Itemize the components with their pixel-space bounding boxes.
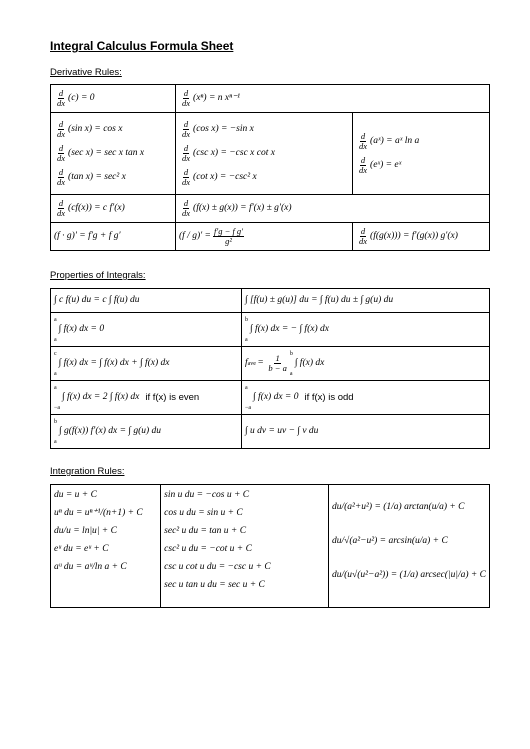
deriv-trig-2: $\frac{d}{dx}$ (cos x) = −sin x $\frac{d}{dx}$ (csc x) = −csc x cot x $\frac{d}{dx}$ (cot x) = −csc² x xyxy=(176,113,353,195)
integration-trig-rules: sin u du = −cos u + C cos u du = sin u + C sec² u du = tan u + C csc² u du = −cot u + C csc u cot u du = −csc u + C sec u tan u du = sec u + C xyxy=(161,485,329,608)
deriv-chain-rule: $\frac{d}{dx}$ (f(g(x))) = f′(g(x)) g′(x) xyxy=(353,223,490,251)
integration-inverse-trig-rules: du/(a²+u²) = (1/a) arctan(u/a) + C du/√(a²−u²) = arcsin(u/a) + C du/(u√(u²−a²)) = (1/a) arcsec(|u|/a) + C xyxy=(329,485,490,608)
integration-rules-table xyxy=(50,484,490,608)
deriv-quotient-rule: (f / g)′ = $\frac{\text{f′g − f g′}}{\text{g²}}$ xyxy=(176,223,353,251)
deriv-constant: $\frac{d}{dx}$ (c) = 0 xyxy=(51,85,176,113)
deriv-constant-multiple: $\frac{d}{dx}$ (cf(x)) = c f′(x) xyxy=(51,195,176,223)
prop-reverse-limits: b a ∫ f(x) dx = − ∫ f(x) dx xyxy=(242,313,490,347)
prop-constant-multiple: ∫ c f(u) du = c ∫ f(u) du xyxy=(51,289,242,313)
deriv-exponential: $\frac{d}{dx}$ (aˣ) = aˣ ln a $\frac{d}{dx}$ (eˣ) = eˣ xyxy=(353,113,490,195)
deriv-trig-1: $\frac{d}{dx}$ (sin x) = cos x $\frac{d}{dx}$ (sec x) = sec x tan x $\frac{d}{dx}$ (tan x) = sec² x xyxy=(51,113,176,195)
deriv-power: $\frac{d}{dx}$ (xⁿ) = n xⁿ⁻¹ xyxy=(176,85,490,113)
deriv-product-rule: (f · g)′ = f′g + f g′ xyxy=(51,223,176,251)
integration-rules-heading: Integration Rules: xyxy=(50,466,125,477)
prop-average-value: f ave = $\frac{1}{b - a}$ b a ∫ f(x) dx xyxy=(242,347,490,381)
prop-substitution: b a ∫ g(f(x)) f′(x) dx = ∫ g(u) du xyxy=(51,415,242,449)
deriv-sum-rule: $\frac{d}{dx}$ (f(x) ± g(x)) = f′(x) ± g′(x) xyxy=(176,195,490,223)
integration-basic-rules: du = u + C uⁿ du = uⁿ⁺¹/(n+1) + C du/u = ln|u| + C eᵘ du = eᵘ + C aᵘ du = aᵘ/ln a + C xyxy=(51,485,161,608)
prop-sum-rule: ∫ [f(u) ± g(u)] du = ∫ f(u) du ± ∫ g(u) du xyxy=(242,289,490,313)
prop-additivity: c a ∫ f(x) dx = ∫ f(x) dx + ∫ f(x) dx xyxy=(51,347,242,381)
derivative-rules-table xyxy=(50,84,490,251)
prop-zero-interval: a a ∫ f(x) dx = 0 xyxy=(51,313,242,347)
derivative-rules-heading: Derivative Rules: xyxy=(50,67,122,78)
prop-odd-function: a −a ∫ f(x) dx = 0 if f(x) is odd xyxy=(242,381,490,415)
page-title: Integral Calculus Formula Sheet xyxy=(50,39,234,53)
properties-heading: Properties of Integrals: xyxy=(50,270,146,281)
prop-even-function: a −a ∫ f(x) dx = 2 ∫ f(x) dx if f(x) is even xyxy=(51,381,242,415)
properties-table xyxy=(50,288,490,449)
prop-integration-by-parts: ∫ u dv = uv − ∫ v du xyxy=(242,415,490,449)
